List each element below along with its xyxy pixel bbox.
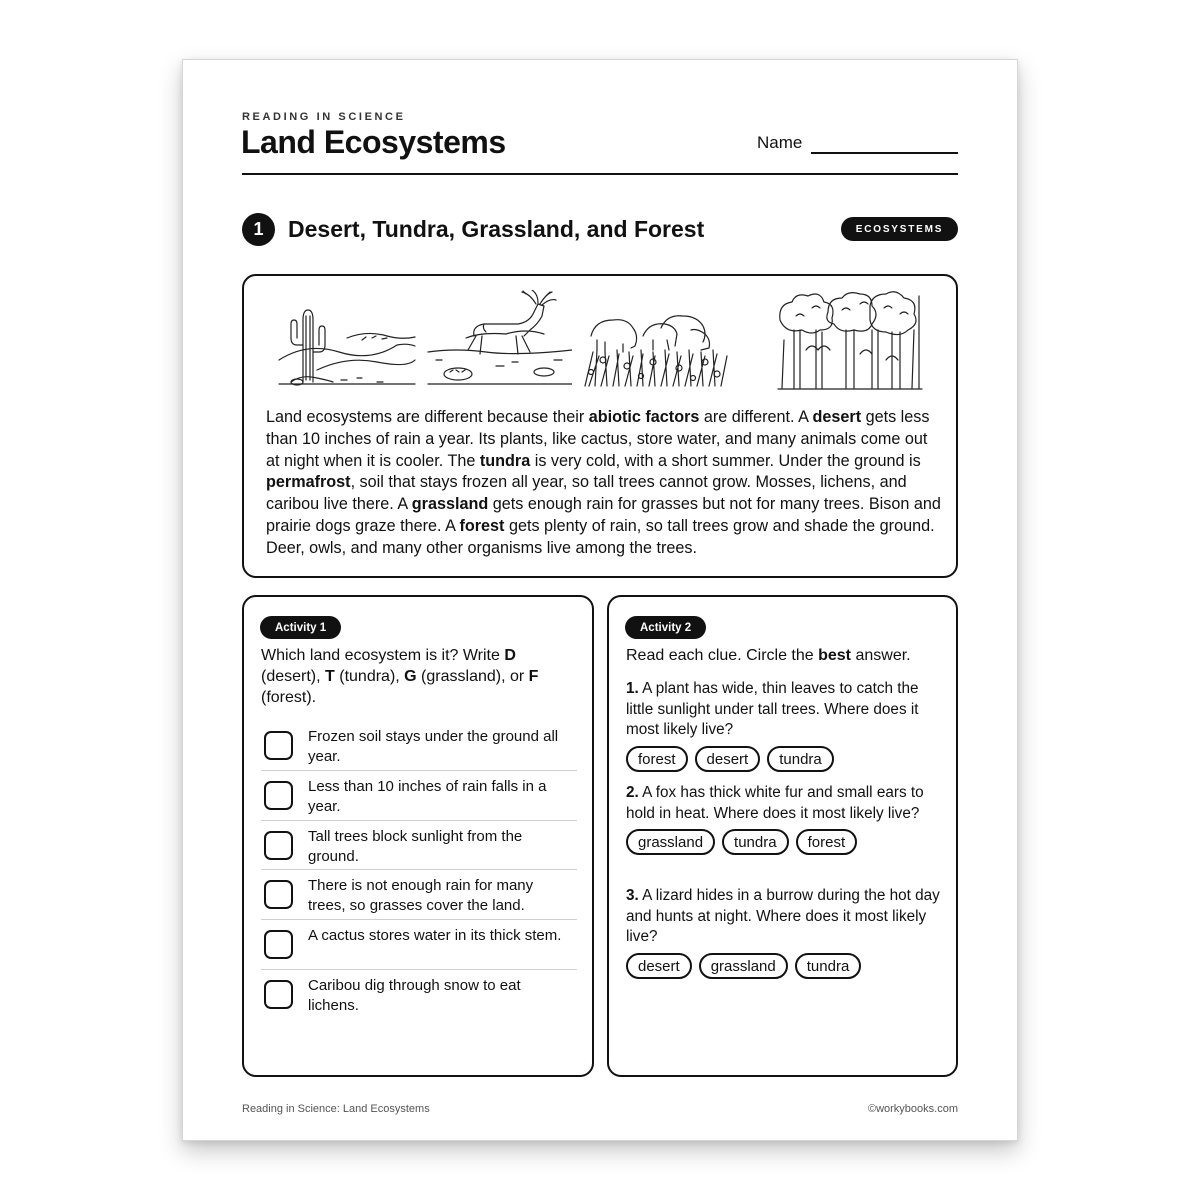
- activity-2-instruction-text: answer.: [851, 647, 911, 664]
- reading-text: gets enough rain for grasses but not for many trees. Bison and prairie dogs graze there. A: [266, 495, 941, 535]
- activity-1-instruction-bold-term: G: [404, 668, 417, 685]
- clue-text: [626, 783, 946, 824]
- name-label: Name: [757, 133, 803, 152]
- answer-box[interactable]: [264, 980, 293, 1009]
- reading-bold-term: tundra: [479, 451, 531, 470]
- activity-1-instruction-text: (forest).: [261, 689, 317, 706]
- activity-1-item-text: Less than 10 inches of rain falls in a year.: [308, 777, 547, 815]
- activity-1-instruction-text: Which land ecosystem is it? Write: [261, 647, 505, 664]
- clue-number: 2.: [626, 784, 639, 801]
- activity-1-instructions: [261, 645, 579, 708]
- activity-1-instruction-bold-term: D: [504, 647, 516, 664]
- clue-2: [626, 783, 946, 855]
- activity-1-tag: Activity 1: [260, 616, 341, 639]
- answer-options: [626, 746, 946, 772]
- answer-option-forest[interactable]: forest: [626, 746, 688, 772]
- activity-1-instruction-text: (desert),: [261, 668, 326, 685]
- header-divider: [242, 173, 958, 175]
- answer-box[interactable]: [264, 880, 293, 909]
- activity-1-instruction-bold-term: F: [528, 668, 539, 685]
- answer-option-grassland[interactable]: grassland: [699, 953, 788, 979]
- clue-number: 1.: [626, 680, 639, 697]
- activity-1-item-1: [261, 721, 577, 771]
- reading-passage-text: [266, 407, 942, 560]
- answer-box[interactable]: [264, 930, 293, 959]
- name-input-line[interactable]: [811, 152, 958, 154]
- reading-bold-term: permafrost: [266, 473, 351, 492]
- reading-bold-term: grassland: [411, 495, 489, 514]
- answer-option-desert[interactable]: desert: [695, 746, 761, 772]
- page-title: Land Ecosystems: [241, 124, 506, 160]
- activity-1-panel: [242, 595, 594, 1077]
- header-kicker: READING IN SCIENCE: [242, 111, 406, 123]
- topic-tag: ECOSYSTEMS: [841, 217, 958, 241]
- tundra-caribou-illustration: [426, 290, 572, 388]
- reading-text: is very cold, with a short summer. Under the ground is: [530, 451, 921, 470]
- reading-text: gets less than 10 inches of rain a year. Its plants, like cactus, store water, and many animals come out at night when it is cooler. The: [266, 408, 930, 470]
- activity-1-item-text: Caribou dig through snow to eat lichens.: [308, 976, 521, 1014]
- answer-option-tundra[interactable]: tundra: [722, 829, 789, 855]
- clue-question: A plant has wide, thin leaves to catch the little sunlight under tall trees. Where does it most likely live?: [626, 680, 919, 739]
- reading-bold-term: abiotic factors: [588, 408, 700, 426]
- reading-text: , soil that stays frozen all year, so tall trees cannot grow. Mosses, lichens, and caribou live there. A: [266, 473, 907, 514]
- answer-box[interactable]: [264, 731, 293, 760]
- clue-text: [626, 679, 946, 741]
- answer-box[interactable]: [264, 831, 293, 860]
- activity-1-item-3: [261, 821, 577, 871]
- clue-3: [626, 886, 946, 979]
- activity-1-instruction-text: (grassland), or: [416, 668, 529, 685]
- answer-options: [626, 829, 946, 855]
- activity-1-item-text: Frozen soil stays under the ground all year.: [308, 728, 559, 765]
- activity-1-item-4: [261, 870, 577, 920]
- reading-bold-term: desert: [812, 408, 862, 426]
- answer-option-tundra[interactable]: tundra: [767, 746, 834, 772]
- activity-2-instructions: [626, 645, 946, 666]
- reading-bold-term: forest: [459, 516, 505, 535]
- clue-1: [626, 679, 946, 772]
- activity-2-instruction-text: Read each clue. Circle the: [626, 647, 819, 664]
- grassland-bison-illustration: [583, 290, 729, 388]
- reading-passage-box: [242, 274, 958, 578]
- activity-1-item-5: [261, 920, 577, 970]
- activity-1-instruction-bold-term: T: [325, 668, 335, 685]
- activity-1-list: [261, 721, 577, 1020]
- activity-2-panel: [607, 595, 958, 1077]
- answer-option-tundra[interactable]: tundra: [795, 953, 862, 979]
- reading-text: Land ecosystems are different because their: [266, 408, 589, 426]
- activity-2-instruction-bold-term: best: [818, 647, 852, 664]
- activity-1-item-text: Tall trees block sunlight from the ground.: [308, 827, 523, 865]
- forest-trees-illustration: [776, 290, 924, 390]
- clue-text: [626, 886, 946, 948]
- answer-option-grassland[interactable]: grassland: [626, 829, 715, 855]
- worksheet-page: [182, 59, 1018, 1141]
- footer-copyright: ©workybooks.com: [867, 1103, 958, 1115]
- clue-number: 3.: [626, 887, 639, 904]
- activity-1-instruction-text: (tundra),: [334, 668, 405, 685]
- reading-text: gets plenty of rain, so tall trees grow and shade the ground. Deer, owls, and many other organisms live among the trees.: [266, 516, 935, 557]
- answer-option-desert[interactable]: desert: [626, 953, 692, 979]
- desert-cactus-illustration: [277, 290, 417, 388]
- footer-title: Reading in Science: Land Ecosystems: [242, 1103, 430, 1115]
- activity-1-item-2: [261, 771, 577, 821]
- answer-options: [626, 953, 946, 979]
- activity-1-item-text: A cactus stores water in its thick stem.: [308, 927, 562, 945]
- reading-text: are different. A: [699, 408, 813, 426]
- answer-box[interactable]: [264, 781, 293, 810]
- activity-1-item-text: There is not enough rain for many trees, so grasses cover the land.: [308, 877, 534, 915]
- clue-question: A fox has thick white fur and small ears to hold in heat. Where does it most likely live?: [626, 784, 924, 822]
- activity-1-item-6: [261, 970, 577, 1020]
- activity-2-tag: Activity 2: [625, 616, 706, 639]
- section-number-badge: 1: [242, 213, 275, 246]
- answer-option-forest[interactable]: forest: [796, 829, 858, 855]
- section-title: Desert, Tundra, Grassland, and Forest: [288, 216, 705, 242]
- clue-question: A lizard hides in a burrow during the hot day and hunts at night. Where does it most likely live?: [626, 887, 940, 946]
